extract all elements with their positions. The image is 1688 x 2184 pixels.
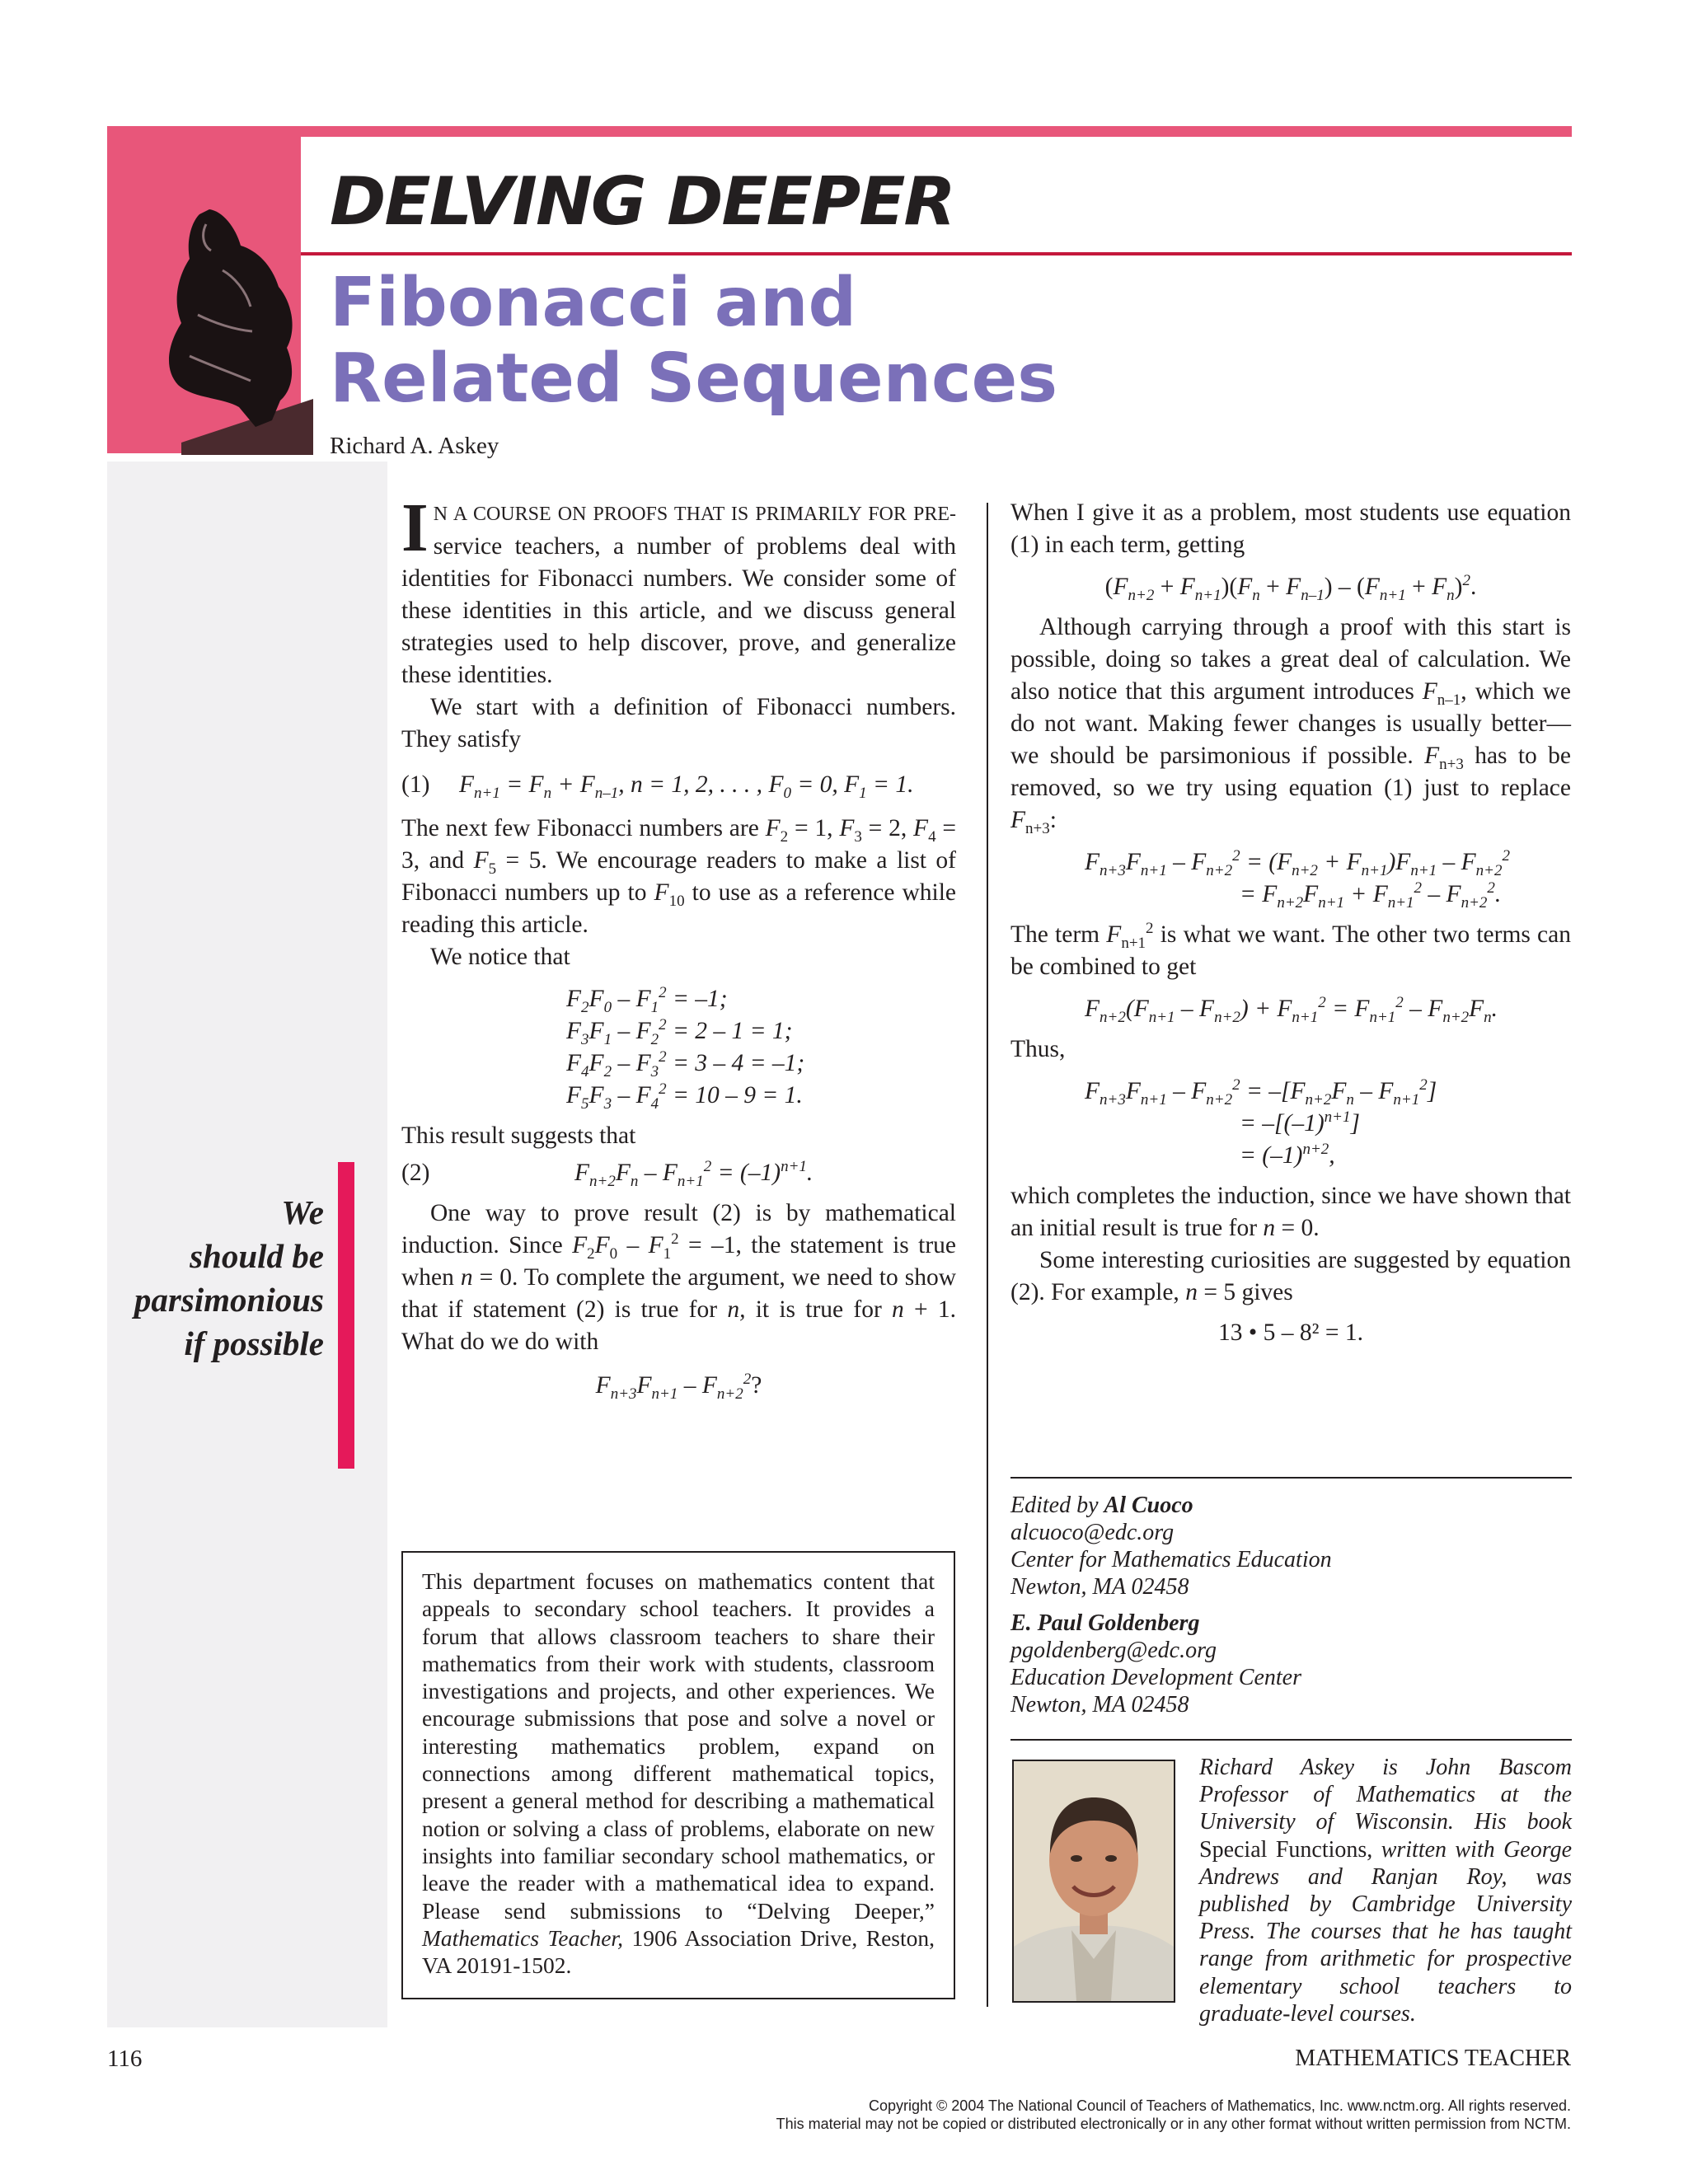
- editors-top-rule: [1010, 1477, 1572, 1479]
- journal-name: MATHEMATICS TEACHER: [1295, 2046, 1571, 2071]
- equation-group: $F_{n+3}F_{n+1} - F_{n+2}^2 = (F_{n+2} + F_{n+1})F_{n+1} - F_{n+2}^2$ = $F_{n+2}F_{n+1} + F_{n+1}^2 - F_{n+2}^2$.: [1085, 847, 1510, 912]
- article-title-line1: Fibonacci and: [330, 264, 857, 342]
- paragraph: When I give it as a problem, most students use equation (1) in each term, getting: [1010, 499, 1571, 558]
- paragraph: The next few Fibonacci numbers are $F_2 = 1$, $F_3 = 2$, $F_4 = 3$, and $F_5 = 5$. We encourage readers to make a list of Fibonacci numbers up to $F_{10}$ to use as a reference while reading this article.: [401, 815, 957, 938]
- editor-org: Education Development Center: [1010, 1665, 1302, 1690]
- author-portrait-icon: [1014, 1761, 1174, 2001]
- copyright-notice: Copyright © 2004 The National Council of Teachers of Mathematics, Inc. www.nctm.org. All rights reserved. This material may not be copied or distributed electronically or in any other format without written permission from NCTM.: [776, 2097, 1571, 2132]
- left-column: [401, 490, 957, 1403]
- article-title: [330, 265, 1057, 417]
- paragraph: Thus,: [1010, 1036, 1066, 1062]
- paragraph: The term $F_{n+1}^2$ is what we want. The other two terms can be combined to get: [1010, 920, 1571, 980]
- paragraph: [401, 490, 956, 691]
- article-title-line2: Related Sequences: [330, 340, 1058, 418]
- page-number: 116: [107, 2046, 143, 2072]
- author-byline: Richard A. Askey: [330, 433, 499, 459]
- department-title: DELVING DEEPER: [330, 163, 954, 240]
- editor-name: E. Paul Goldenberg: [1010, 1610, 1200, 1636]
- header-red-rule: [301, 252, 1572, 255]
- equation-number: (2): [401, 1160, 430, 1186]
- editor-city: Newton, MA 02458: [1010, 1692, 1189, 1718]
- equation: $(F_{n+2} + F_{n+1})(F_n + F_{n-1}) - (F_{n+1} + F_n)^2$.: [1104, 572, 1477, 604]
- equation-number: (1): [401, 771, 430, 798]
- paragraph: This result suggests that: [401, 1122, 636, 1149]
- paragraph: We notice that: [430, 944, 570, 970]
- pull-quote-line: We: [281, 1193, 324, 1231]
- right-column: [1010, 497, 1571, 1349]
- equation-group: $F_2F_0 - F_1^2 = -1$; $F_3F_1 - F_2^2 = 2 - 1 = 1$; $F_4F_2 - F_3^2 = 3 - 4 = -1$; $F_5F_3 - F_4^2 = 10 - 9 = 1$.: [566, 984, 805, 1113]
- editors-block: Edited by Al Cuoco alcuoco@edc.org Center for Mathematics Education Newton, MA 02458 E. Paul Goldenberg pgoldenberg@edc.org Education Development Center Newton, MA 02458: [1010, 1492, 1571, 1718]
- editor-name: Al Cuoco: [1104, 1493, 1193, 1518]
- header-top-rule: [301, 126, 1572, 137]
- editor-city: Newton, MA 02458: [1010, 1574, 1189, 1600]
- equation: 13 • 5 – 8² = 1.: [1218, 1319, 1363, 1346]
- equation: $F_{n+2}(F_{n+1} - F_{n+2}) + F_{n+1}^2 = F_{n+1}^2 - F_{n+2}F_n$.: [1085, 994, 1498, 1026]
- equation-2: (2) $F_{n+2}F_n - F_{n+1}^2 = (-1)^{n+1}$.: [401, 1158, 814, 1190]
- pull-quote-line: parsimonious: [134, 1281, 324, 1319]
- pull-quote-bar: [338, 1162, 354, 1469]
- editor-email[interactable]: pgoldenberg@edc.org: [1010, 1638, 1217, 1663]
- pull-quote: [103, 1191, 324, 1366]
- paragraph: which completes the induction, since we have shown that an initial result is true for n = 0.: [1010, 1183, 1571, 1241]
- paragraph: One way to prove result (2) is by mathematical induction. Since $F_2F_0 - F_1^2 = -1$, the statement is true when n = 0. To complete the argument, we need to show that if statement (2) is true for n, it is true for n + 1. What do we do with: [401, 1200, 957, 1355]
- author-bio: Richard Askey is John Bascom Professor of Mathematics at the University of Wisconsin. His book Special Functions, written with George Andrews and Ranjan Roy, was published by Cambridge University Press. The courses that he has taught range from arithmetic for prospective elementary school teachers to graduate-level courses.: [1199, 1755, 1572, 2027]
- lead-in-caps: N A COURSE ON PROOFS THAT IS PRIMARILY FOR PRE-: [433, 504, 956, 525]
- editor-email[interactable]: alcuoco@edc.org: [1010, 1520, 1175, 1545]
- paragraph: We start with a definition of Fibonacci numbers. They satisfy: [401, 694, 956, 752]
- paragraph: Although carrying through a proof with this start is possible, doing so takes a great deal of calculation. We also notice that this argument introduces $F_{n-1}$, which we do not want. Making fewer changes is usually better—we should be parsimonious if possible. $F_{n+3}$ has to be removed, so we try using equation (1) just to replace $F_{n+3}$:: [1010, 614, 1571, 837]
- equation-group: $F_{n+3}F_{n+1} - F_{n+2}^2 = -[F_{n+2}F_n - F_{n+1}^2]$ = $-[(-1)^{n+1}]$ = $(-1)^{n+2}$,: [1085, 1076, 1437, 1169]
- equation-1: (1) $F_{n+1} = F_n + F_{n-1}$, n = 1, 2, . . . , $F_0 = 0$, $F_1 = 1$.: [401, 769, 956, 801]
- department-info-box: This department focuses on mathematics content that appeals to secondary school teachers. It provides a forum that allows classroom teachers to share their mathematics from their work with students, classroom investigations and projects, and other experiences. We encourage submissions that pose and solve a novel or interesting mathematics problem, expand on connections among different mathematical topics, present a general method for describing a mathematical notion or solving a class of problems, elaborate on new insights into familiar secondary school mathematics, or leave the reader with a mathematical idea to expand. Please send submissions to “Delving Deeper,” Mathematics Teacher, 1906 Association Drive, Reston, VA 20191-1502.: [401, 1551, 955, 1999]
- column-divider: [987, 503, 988, 2007]
- book-title: Special Functions,: [1199, 1836, 1373, 1863]
- paragraph-text: service teachers, a number of problems deal with identities for Fibonacci numbers. We consider some of these identities in this article, and we discuss general strategies used to help discover, prove, and generalize these identities.: [401, 533, 956, 688]
- pull-quote-line: if possible: [184, 1324, 324, 1362]
- equation: $F_{n+3}F_{n+1} - F_{n+2}^2$?: [595, 1371, 762, 1403]
- paragraph: Some interesting curiosities are suggested by equation (2). For example, n = 5 gives: [1010, 1247, 1571, 1305]
- author-photo: [1012, 1760, 1175, 2003]
- thinker-statue-icon: [148, 191, 313, 455]
- editors-bottom-rule: [1010, 1739, 1572, 1741]
- editor-org: Center for Mathematics Education: [1010, 1547, 1332, 1572]
- pull-quote-line: should be: [190, 1237, 324, 1275]
- drop-cap: I: [401, 490, 429, 566]
